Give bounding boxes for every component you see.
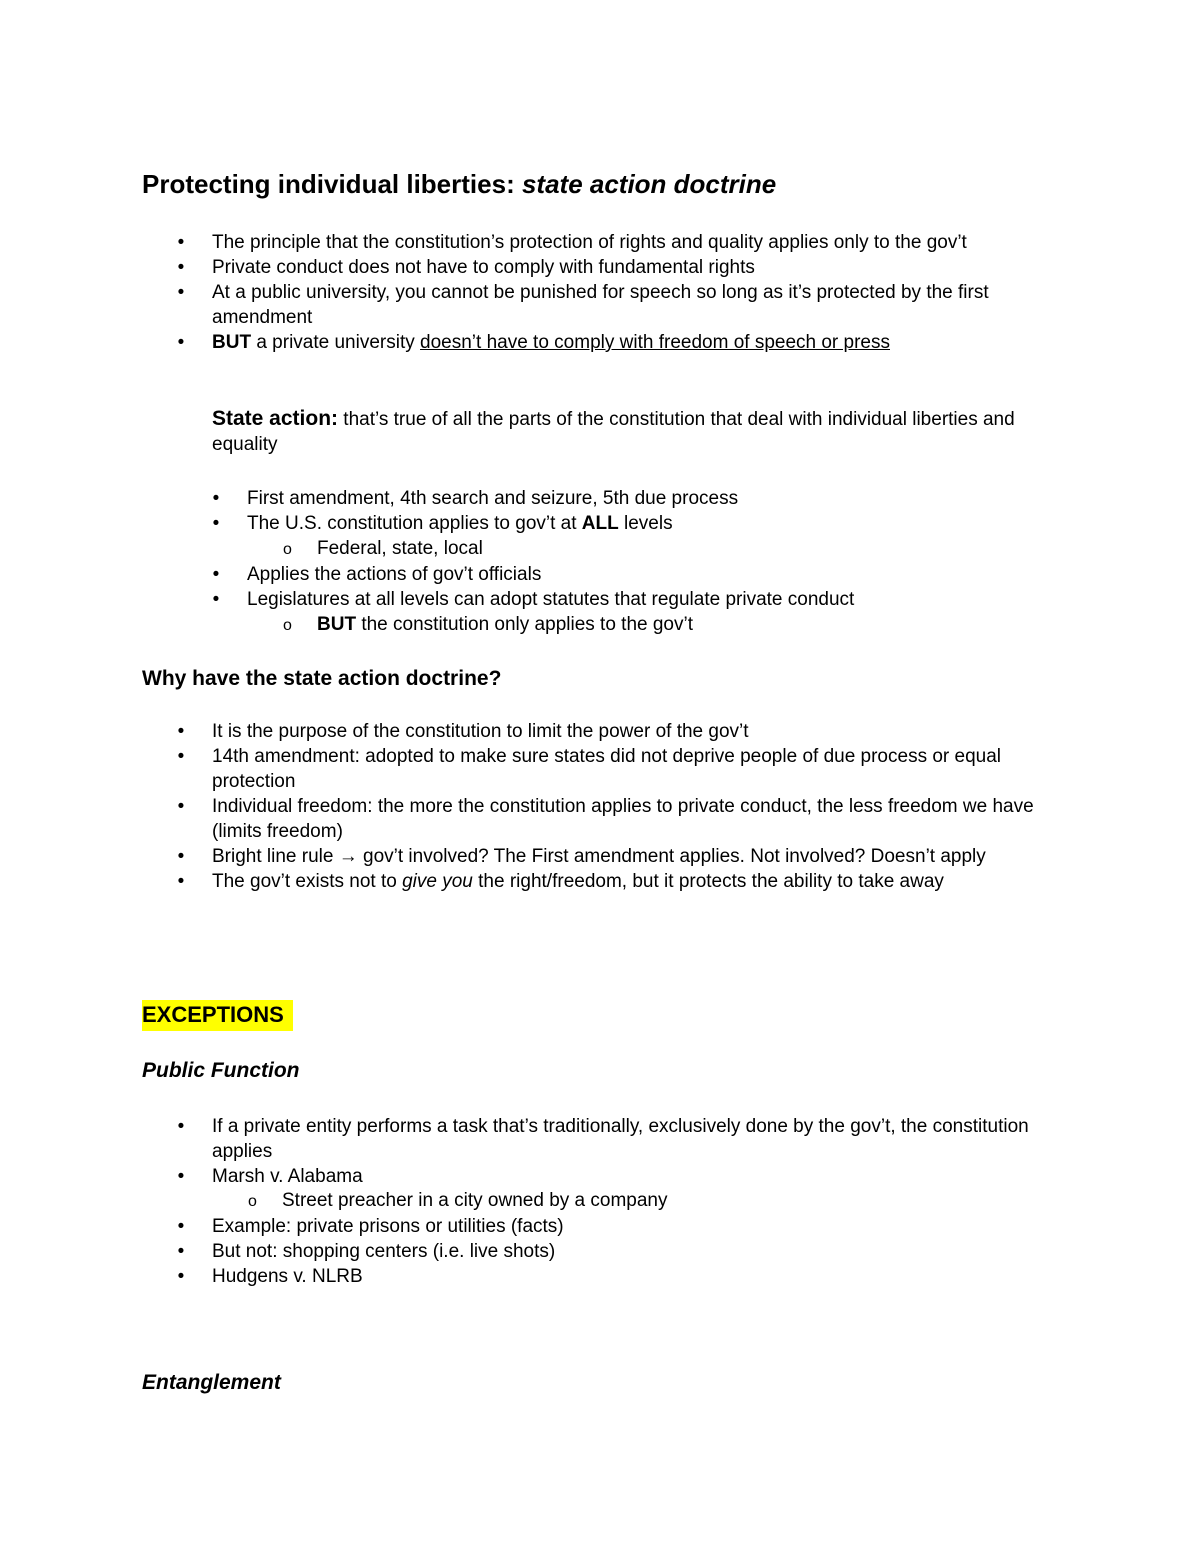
list-item-text: Private conduct does not have to comply with fundamental rights bbox=[212, 257, 755, 278]
list-item-text: It is the purpose of the constitution to limit the power of the gov’t bbox=[212, 721, 749, 742]
page-title bbox=[142, 169, 776, 200]
state-action-sublist-2 bbox=[283, 612, 1017, 637]
list-item-text: a private university bbox=[251, 332, 421, 353]
bullet-icon: • bbox=[177, 282, 185, 303]
list-item bbox=[212, 562, 1067, 587]
entanglement-heading: Entanglement bbox=[142, 1371, 281, 1394]
bullet-icon: • bbox=[177, 871, 185, 892]
circle-bullet-icon: o bbox=[283, 541, 292, 558]
state-action-text: that’s true of all the parts of the constitution that deal with individual liberties and equality bbox=[212, 409, 1015, 455]
bullet-icon: • bbox=[177, 1166, 185, 1187]
public-function-sublist bbox=[248, 1188, 982, 1213]
list-item-text: Legislatures at all levels can adopt statutes that regulate private conduct bbox=[247, 589, 855, 610]
list-item-text: The gov’t exists not to bbox=[212, 871, 403, 892]
state-action-list-continued bbox=[212, 562, 1067, 612]
list-item-text: Individual freedom: the more the constitution applies to private conduct, the less freedom we have (limits freedom) bbox=[212, 796, 1034, 842]
bullet-icon: • bbox=[177, 332, 185, 353]
title-main: Protecting individual liberties: bbox=[142, 169, 522, 199]
list-item-text: Marsh v. Alabama bbox=[212, 1166, 363, 1187]
list-item bbox=[177, 794, 1072, 844]
list-item-text: the right/freedom, but it protects the ability to take away bbox=[472, 871, 944, 892]
list-item bbox=[177, 844, 1072, 869]
bullet-icon: • bbox=[177, 232, 185, 253]
sub-list-item bbox=[283, 536, 1017, 561]
exceptions-heading: EXCEPTIONS bbox=[142, 1000, 293, 1031]
bullet-icon: • bbox=[177, 1241, 185, 1262]
list-item bbox=[212, 587, 1067, 612]
emphasis-bold: ALL bbox=[581, 513, 619, 534]
public-function-list bbox=[177, 1114, 1072, 1189]
list-item bbox=[212, 486, 1067, 511]
list-item-text: Street preacher in a city owned by a company bbox=[282, 1190, 668, 1211]
list-item bbox=[177, 1114, 1072, 1164]
list-item bbox=[177, 230, 1072, 255]
list-item-text: The U.S. constitution applies to gov’t at bbox=[247, 513, 582, 534]
list-item bbox=[177, 280, 1072, 330]
list-item-text: Federal, state, local bbox=[317, 538, 483, 559]
bullet-icon: • bbox=[177, 257, 185, 278]
public-function-heading: Public Function bbox=[142, 1059, 300, 1082]
circle-bullet-icon: o bbox=[248, 1193, 257, 1210]
bullet-icon: • bbox=[177, 1266, 185, 1287]
list-item-text: First amendment, 4th search and seizure, 5th due process bbox=[247, 488, 739, 509]
list-item-text: Example: private prisons or utilities (facts) bbox=[212, 1216, 564, 1237]
why-list bbox=[177, 719, 1072, 894]
state-action-paragraph bbox=[212, 406, 1042, 457]
list-item bbox=[177, 869, 1072, 894]
list-item-text: the constitution only applies to the gov’t bbox=[356, 614, 693, 635]
list-item bbox=[177, 1264, 1072, 1289]
list-item-text: But not: shopping centers (i.e. live shots) bbox=[212, 1241, 556, 1262]
list-item bbox=[177, 330, 1072, 355]
bullet-icon: • bbox=[177, 1116, 185, 1137]
state-action-list bbox=[212, 486, 1067, 536]
sub-list-item bbox=[283, 612, 1017, 637]
list-item bbox=[177, 255, 1072, 280]
bullet-icon: • bbox=[212, 589, 220, 610]
bullet-icon: • bbox=[177, 721, 185, 742]
emphasis-italic: give you bbox=[402, 871, 473, 892]
list-item-text: Bright line rule → gov’t involved? The First amendment applies. Not involved? Doesn’t apply bbox=[212, 846, 986, 867]
list-item bbox=[177, 1214, 1072, 1239]
bullet-icon: • bbox=[177, 746, 185, 767]
state-action-sublist bbox=[283, 536, 1017, 561]
list-item-text: The principle that the constitution’s protection of rights and quality applies only to the gov’t bbox=[212, 232, 967, 253]
list-item bbox=[212, 511, 1067, 536]
list-item-text: Applies the actions of gov’t officials bbox=[247, 564, 542, 585]
list-item-text: At a public university, you cannot be punished for speech so long as it’s protected by the first amendment bbox=[212, 282, 989, 328]
why-heading: Why have the state action doctrine? bbox=[142, 667, 502, 690]
list-item bbox=[177, 1164, 1072, 1189]
bullet-icon: • bbox=[177, 846, 185, 867]
underlined-text: doesn’t have to comply with freedom of speech or press bbox=[420, 332, 890, 353]
bullet-icon: • bbox=[212, 564, 220, 585]
list-item-text: If a private entity performs a task that’s traditionally, exclusively done by the gov’t, the constitution applies bbox=[212, 1116, 1029, 1162]
circle-bullet-icon: o bbox=[283, 617, 292, 634]
bullet-icon: • bbox=[177, 796, 185, 817]
bullet-icon: • bbox=[177, 1216, 185, 1237]
bullet-icon: • bbox=[212, 488, 220, 509]
list-item bbox=[177, 1239, 1072, 1264]
list-item-text: 14th amendment: adopted to make sure states did not deprive people of due process or equal protection bbox=[212, 746, 1002, 792]
list-item-text: Hudgens v. NLRB bbox=[212, 1266, 363, 1287]
title-italic: state action doctrine bbox=[521, 169, 777, 199]
intro-list bbox=[177, 230, 1072, 355]
public-function-list-continued bbox=[177, 1214, 1072, 1289]
state-action-lead: State action: bbox=[212, 407, 339, 430]
emphasis-bold: BUT bbox=[212, 332, 252, 353]
sub-list-item bbox=[248, 1188, 982, 1213]
list-item bbox=[177, 744, 1072, 794]
emphasis-bold: BUT bbox=[317, 614, 357, 635]
bullet-icon: • bbox=[212, 513, 220, 534]
list-item bbox=[177, 719, 1072, 744]
list-item-text: levels bbox=[618, 513, 673, 534]
